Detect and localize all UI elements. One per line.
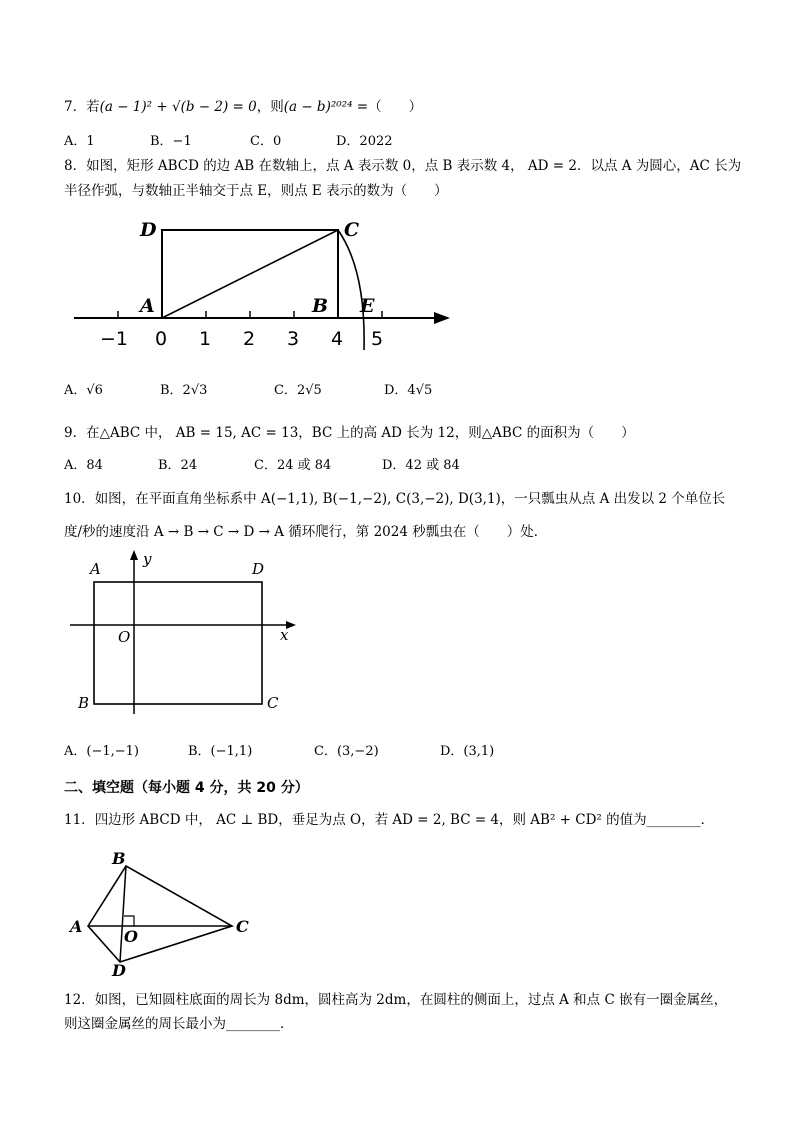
- q10-text1: 如图，在平面直角坐标系中 A(−1,1), B(−1,−2), C(3,−2), D(3,1)，一只瓢虫从点 A 出发以 2 个单位长: [94, 491, 726, 507]
- q9-number: 9．: [64, 425, 87, 441]
- q8-stem-line2: 半径作弧，与数轴正半轴交于点 E，则点 E 表示的数为（ ）: [64, 183, 448, 199]
- q8-tick-label: 4: [331, 328, 344, 350]
- q7-stem: [64, 97, 422, 117]
- q10-figure: [70, 548, 310, 718]
- q7-option-b[interactable]: B．−1: [150, 134, 192, 149]
- q12-stem-line1: [64, 990, 727, 1010]
- q12-stem-line2: 则这圈金属丝的周长最小为________．: [64, 1016, 294, 1032]
- q10-label-b: B: [78, 694, 90, 712]
- q8-label-d: D: [140, 219, 157, 241]
- q8-label-b: B: [312, 295, 329, 317]
- q7-prefix: 若: [86, 99, 100, 115]
- q8-tick-label: 5: [371, 328, 384, 350]
- q9-option-d[interactable]: D．42 或 84: [382, 458, 460, 473]
- q7-expression: (a − 1)² + √(b − 2) = 0: [99, 99, 257, 115]
- q11-text: 四边形 ABCD 中， AC ⊥ BD，垂足为点 O，若 AD = 2, BC = 4，则 AB² + CD² 的值为________．: [94, 812, 715, 828]
- q9-option-a[interactable]: A．84: [64, 458, 103, 473]
- q10-stem-line1: [64, 489, 725, 509]
- q8-label-a: A: [140, 295, 155, 317]
- q10-option-c[interactable]: C．(3,−2): [314, 744, 379, 759]
- q8-option-d[interactable]: D．4√5: [384, 383, 433, 398]
- q11-label-b: B: [112, 850, 126, 868]
- q12-number: 12．: [64, 992, 95, 1008]
- q7-target: (a − b)²⁰²⁴ =: [283, 99, 369, 115]
- q11-label-o: O: [124, 927, 138, 946]
- q9-stem: [64, 423, 635, 443]
- q7-option-c[interactable]: C．0: [250, 134, 282, 149]
- q10-stem-line2: 度/秒的速度沿 A → B → C → D → A 循环爬行，第 2024 秒瓢虫在（ ）处．: [64, 524, 548, 540]
- q11-figure: [68, 850, 268, 980]
- q8-tick-label: −1: [100, 328, 129, 350]
- q10-number: 10．: [64, 491, 95, 507]
- q8-stem-line1: [64, 156, 741, 176]
- q10-options: [64, 742, 494, 762]
- q10-option-a[interactable]: A．(−1,−1): [64, 744, 139, 759]
- q7-option-a[interactable]: A．1: [64, 134, 95, 149]
- q11-number: 11．: [64, 812, 95, 828]
- q8-option-b[interactable]: B．2√3: [160, 383, 208, 398]
- q9-option-c[interactable]: C．24 或 84: [254, 458, 332, 473]
- q8-tick-label: 1: [199, 328, 212, 350]
- q8-text1: 如图，矩形 ABCD 的边 AB 在数轴上，点 A 表示数 0，点 B 表示数 4， AD = 2．以点 A 为圆心，AC 长为: [86, 158, 742, 174]
- section-2-title: 二、填空题（每小题 4 分，共 20 分）: [64, 780, 309, 796]
- q12-text1: 如图，已知圆柱底面的周长为 8dm，圆柱高为 2dm，在圆柱的侧面上，过点 A 和点 C 嵌有一圈金属丝，: [94, 992, 728, 1008]
- q8-options: [64, 381, 432, 401]
- q11-stem: [64, 810, 714, 830]
- q7-paren: （ ）: [368, 99, 423, 115]
- q10-option-b[interactable]: B．(−1,1): [188, 744, 253, 759]
- q10-label-o: O: [118, 628, 131, 646]
- q9-option-b[interactable]: B．24: [158, 458, 198, 473]
- q10-axis-x: x: [280, 626, 289, 644]
- q10-label-d: D: [252, 560, 265, 578]
- q9-text: 在△ABC 中， AB = 15, AC = 13，BC 上的高 AD 长为 12，则△ABC 的面积为（ ）: [86, 425, 635, 441]
- q8-label-c: C: [344, 219, 360, 241]
- q7-number: 7．: [64, 99, 87, 115]
- q8-figure: [60, 210, 460, 360]
- q8-tick-label: 3: [287, 328, 300, 350]
- q8-tick-label: 2: [243, 328, 256, 350]
- q8-number: 8．: [64, 158, 87, 174]
- q11-label-c: C: [236, 917, 249, 936]
- q10-label-c: C: [267, 694, 279, 712]
- q7-options: [64, 132, 393, 152]
- q8-label-e: E: [360, 295, 375, 317]
- q8-tick-label: 0: [155, 328, 168, 350]
- q11-label-a: A: [70, 917, 83, 936]
- q7-option-d[interactable]: D．2022: [336, 134, 393, 149]
- q10-label-a: A: [90, 560, 101, 578]
- q10-axis-y: y: [143, 550, 152, 568]
- q11-label-d: D: [112, 961, 126, 980]
- q7-mid: ，则: [256, 99, 284, 115]
- q9-options: [64, 456, 460, 476]
- q8-option-a[interactable]: A．√6: [64, 383, 103, 398]
- q8-option-c[interactable]: C．2√5: [274, 383, 322, 398]
- q10-option-d[interactable]: D．(3,1): [440, 744, 495, 759]
